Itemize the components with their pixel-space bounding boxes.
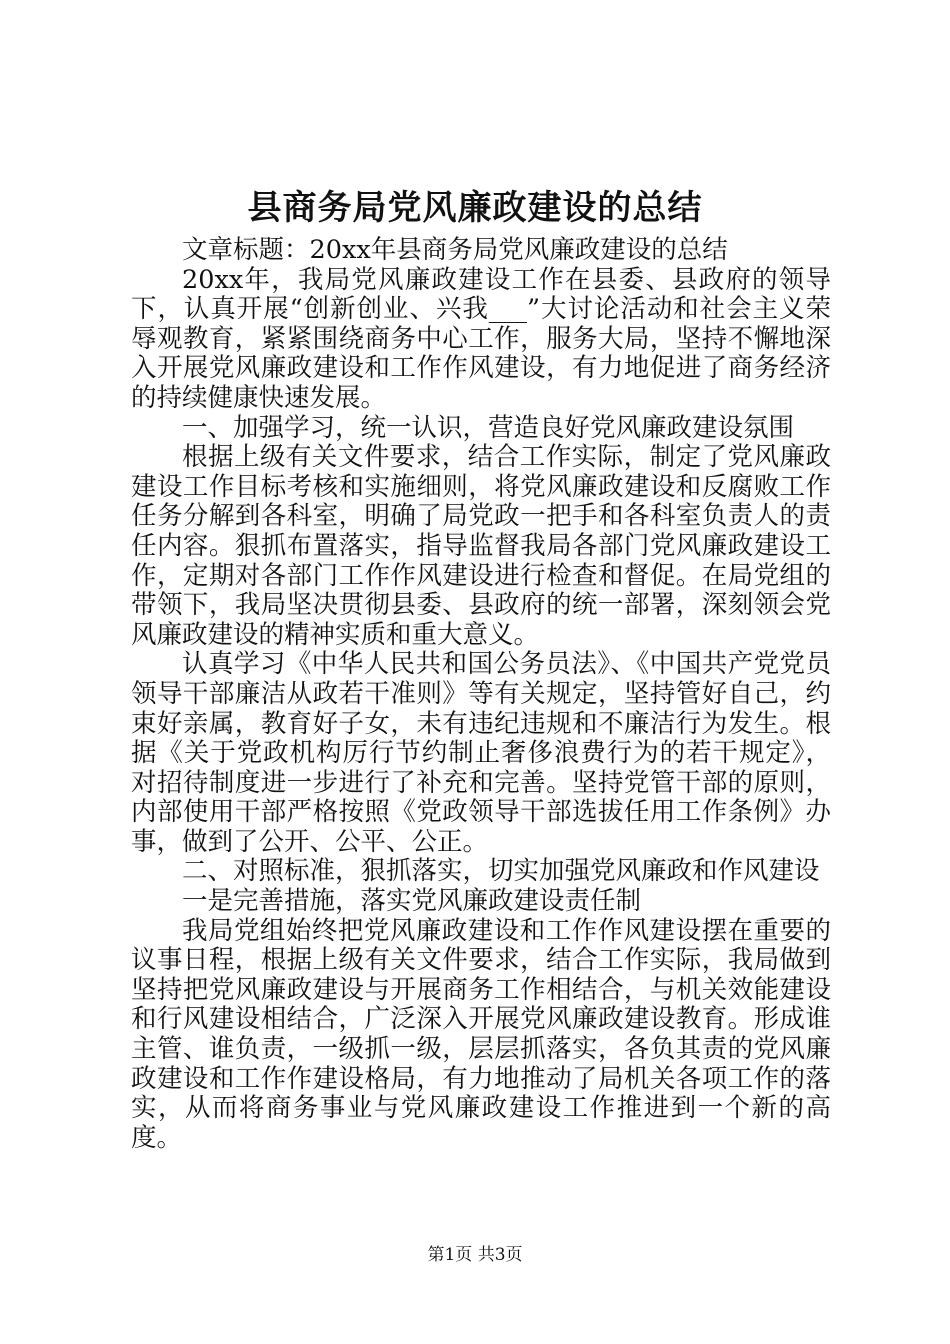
document-body <box>131 236 831 1153</box>
body-paragraph: 我局党组始终把党风廉政建设和工作作风建设摆在重要的议事日程，根据上级有关文件要求，结合工作实际，我局做到坚持把党风廉政建设与开展商务工作相结合，与机关效能建设和行风建设相结合，广泛深入开展党风廉政建设教育。形成谁主管、谁负责，一级抓一级，层层抓落实，各负其责的党风廉政建设和工作作建设格局，有力地推动了局机关各项工作的落实，从而将商务事业与党风廉政建设工作推进到一个新的高度。 <box>131 915 831 1153</box>
body-paragraph: 认真学习《中华人民共和国公务员法》、《中国共产党党员领导干部廉洁从政若干准则》等有关规定，坚持管好自己，约束好亲属，教育好子女，未有违纪违规和不廉洁行为发生。根据《关于党政机构厉行节约制止奢侈浪费行为的若干规定》，对招待制度进一步进行了补充和完善。坚持党管干部的原则，内部使用干部严格按照《党政领导干部选拔任用工作条例》办事，做到了公开、公平、公正。 <box>131 649 831 857</box>
intro-paragraph: 20xx年，我局党风廉政建设工作在县委、县政府的领导下，认真开展“创新创业、兴我___”大讨论活动和社会主义荣辱观教育，紧紧围绕商务中心工作，服务大局，坚持不懈地深入开展党风廉政建设和工作作风建设，有力地促进了商务经济的持续健康快速发展。 <box>131 264 831 413</box>
body-paragraph: 根据上级有关文件要求，结合工作实际，制定了党风廉政建设工作目标考核和实施细则，将党风廉政建设和反腐败工作任务分解到各科室，明确了局党政一把手和各科室负责人的责任内容。狠抓布置落实，指导监督我局各部门党风廉政建设工作，定期对各部门工作作风建设进行检查和督促。在局党组的带领下，我局坚决贯彻县委、县政府的统一部署，深刻领会党风廉政建设的精神实质和重大意义。 <box>131 442 831 650</box>
section-heading-1: 一、加强学习，统一认识，营造良好党风廉政建设氛围 <box>182 412 795 443</box>
document-title: 县商务局党风廉政建设的总结 <box>247 188 703 228</box>
article-title-line: 文章标题：20xx年县商务局党风廉政建设的总结 <box>182 235 728 265</box>
page-footer: 第1页 共3页 <box>427 1245 523 1265</box>
subsection-heading: 一是完善措施，落实党风廉政建设责任制 <box>182 886 642 917</box>
section-heading-2: 二、对照标准，狠抓落实，切实加强党风廉政和作风建设 <box>182 856 820 887</box>
